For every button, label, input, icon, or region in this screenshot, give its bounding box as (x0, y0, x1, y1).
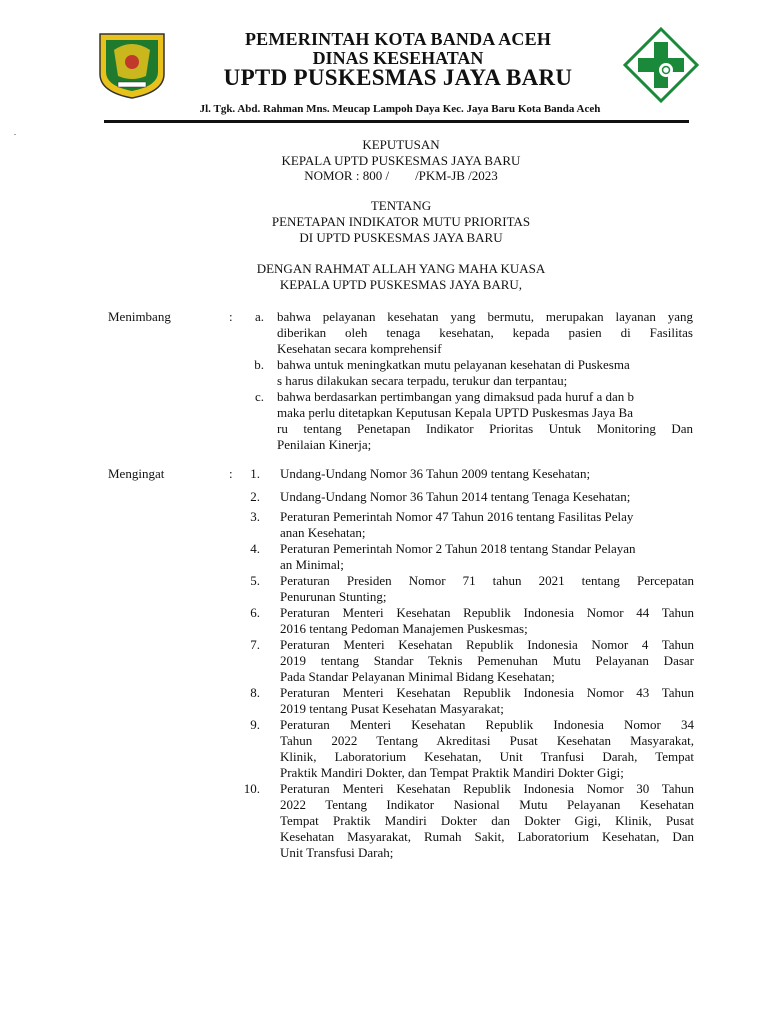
menimbang-item-c (277, 389, 693, 453)
decree-number: NOMOR : 800 / /PKM-JB /2023 (304, 168, 498, 183)
invocation-line-2: KEPALA UPTD PUSKESMAS JAYA BARU, (279, 277, 523, 292)
mengingat-item (280, 605, 694, 637)
letterhead-address: Jl. Tgk. Abd. Rahman Mns. Meucap Lampoh Daya Kec. Jaya Baru Kota Banda Aceh (199, 103, 601, 115)
mengingat-marker: 2. (250, 489, 260, 504)
letterhead-agency: DINAS KESEHATAN (312, 48, 484, 68)
text-line: 2022 Tentang Indikator Nasional Mutu Pelayanan Kesehatan (280, 797, 694, 812)
text-line: Peraturan Menteri Kesehatan Republik Indonesia Nomor 43 Tahun (280, 685, 694, 700)
menimbang-marker: b. (254, 357, 264, 372)
letterhead-government: PEMERINTAH KOTA BANDA ACEH (244, 29, 552, 49)
text-line: Unit Transfusi Darah; (280, 845, 394, 860)
text-line: 2019 tentang Standar Teknis Pemenuhan Mutu Pelayanan Dasar (280, 653, 694, 668)
text-line: Peraturan Pemerintah Nomor 47 Tahun 2016 tentang Fasilitas Pelay (280, 509, 634, 524)
mengingat-marker: 10. (243, 781, 260, 796)
text-line: Peraturan Menteri Kesehatan Republik Indonesia Nomor 4 Tahun (280, 637, 694, 652)
text-line: 2016 tentang Pedoman Manajemen Puskesmas; (280, 621, 528, 636)
menimbang-colon: : (229, 309, 233, 324)
mengingat-marker: 6. (250, 605, 260, 620)
decree-issuer: KEPALA UPTD PUSKESMAS JAYA BARU (281, 153, 521, 168)
mengingat-marker: 4. (250, 541, 260, 556)
text-line: bahwa untuk meningkatkan mutu pelayanan kesehatan di Puskesma (277, 357, 630, 372)
mengingat-item (280, 541, 694, 573)
mengingat-marker: 1. (250, 466, 260, 481)
text-line: Peraturan Menteri Kesehatan Republik Indonesia Nomor 30 Tahun (280, 781, 694, 796)
text-line: Pada Standar Pelayanan Minimal Bidang Kesehatan; (280, 669, 555, 684)
menimbang-label: Menimbang (108, 309, 171, 324)
text-line: an Minimal; (280, 557, 344, 572)
letterhead-institution: UPTD PUSKESMAS JAYA BARU (223, 65, 573, 90)
text-line: Kesehatan secara komprehensif (277, 341, 442, 356)
menimbang-item-b (277, 357, 693, 389)
stray-mark: . (14, 128, 16, 137)
menimbang-marker: a. (254, 309, 264, 324)
text-line: bahwa pelayanan kesehatan yang bermutu, merupakan layanan yang (277, 309, 693, 324)
invocation-line-1: DENGAN RAHMAT ALLAH YANG MAHA KUASA (256, 261, 546, 276)
banda-aceh-crest-logo (94, 30, 170, 100)
text-line: 2019 tentang Pusat Kesehatan Masyarakat; (280, 701, 504, 716)
text-line: anan Kesehatan; (280, 525, 366, 540)
menimbang-item-a (277, 309, 693, 357)
text-line: Peraturan Menteri Kesehatan Republik Indonesia Nomor 44 Tahun (280, 605, 694, 620)
mengingat-item (280, 466, 694, 482)
menimbang-marker: c. (254, 389, 264, 404)
mengingat-item (280, 489, 694, 505)
mengingat-marker: 7. (250, 637, 260, 652)
text-line: Tahun 2022 Tentang Akreditasi Pusat Kesehatan Masyarakat, (280, 733, 694, 748)
mengingat-colon: : (229, 466, 233, 481)
puskesmas-cross-logo (622, 26, 700, 104)
text-line: Peraturan Menteri Kesehatan Republik Indonesia Nomor 34 (280, 717, 694, 732)
decree-heading: KEPUTUSAN (362, 137, 440, 152)
text-line: Tempat Praktik Mandiri Dokter dan Dokter Gigi, Klinik, Pusat (280, 813, 694, 828)
mengingat-item (280, 685, 694, 717)
text-line: Klinik, Laboratorium Kesehatan, Unit Tranfusi Darah, Tempat (280, 749, 694, 764)
text-line: Undang-Undang Nomor 36 Tahun 2009 tentang Kesehatan; (280, 466, 591, 481)
text-line: s harus dilakukan secara terpadu, terukur dan terpantau; (277, 373, 568, 388)
mengingat-marker: 3. (250, 509, 260, 524)
text-line: Penilaian Kinerja; (277, 437, 372, 452)
text-line: Praktik Mandiri Dokter, dan Tempat Praktik Mandiri Dokter Gigi; (280, 765, 624, 780)
text-line: Peraturan Pemerintah Nomor 2 Tahun 2018 tentang Standar Pelayan (280, 541, 636, 556)
text-line: ru tentang Penetapan Indikator Prioritas Untuk Monitoring Dan (277, 421, 693, 436)
mengingat-item (280, 637, 694, 685)
text-line: Penurunan Stunting; (280, 589, 387, 604)
mengingat-item (280, 509, 694, 541)
text-line: Kesehatan Masyarakat, Rumah Sakit, Laboratorium Kesehatan, Dan (280, 829, 694, 844)
mengingat-marker: 5. (250, 573, 260, 588)
mengingat-item (280, 573, 694, 605)
mengingat-item (280, 781, 694, 861)
text-line: diberikan oleh tenaga kesehatan, kepada pasien di Fasilitas (277, 325, 693, 340)
mengingat-marker: 9. (250, 717, 260, 732)
subject-heading: TENTANG (370, 198, 432, 213)
text-line: Peraturan Presiden Nomor 71 tahun 2021 tentang Percepatan (280, 573, 694, 588)
text-line: bahwa berdasarkan pertimbangan yang dimaksud pada huruf a dan b (277, 389, 635, 404)
subject-line-2: DI UPTD PUSKESMAS JAYA BARU (299, 230, 503, 245)
text-line: maka perlu ditetapkan Keputusan Kepala UPTD Puskesmas Jaya Ba (277, 405, 633, 420)
letterhead-divider (104, 120, 689, 123)
subject-line-1: PENETAPAN INDIKATOR MUTU PRIORITAS (271, 214, 531, 229)
text-line: Undang-Undang Nomor 36 Tahun 2014 tentang Tenaga Kesehatan; (280, 489, 631, 504)
mengingat-marker: 8. (250, 685, 260, 700)
mengingat-item (280, 717, 694, 781)
mengingat-label: Mengingat (108, 466, 165, 481)
